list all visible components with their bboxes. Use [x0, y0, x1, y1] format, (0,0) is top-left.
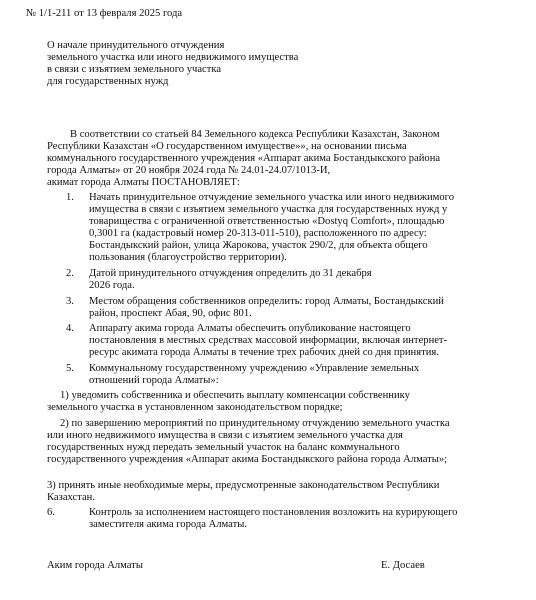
item-line: Коммунальному государственному учреждению «Управление земельных: [89, 363, 420, 374]
item-line: Местом обращения собственников определить: город Алматы, Бостандыкский: [89, 296, 444, 307]
item-number: 6.: [47, 507, 55, 518]
item-line: постановления в местных средствах массовой информации, включая интернет-: [89, 335, 448, 346]
item-number: 4.: [66, 323, 74, 334]
subitem-line: земельного участка в установленном законодательством порядке;: [47, 402, 343, 413]
subitem-line: государственного учреждения «Аппарат акима Бостандыкского района города Алматы»;: [47, 454, 448, 465]
document-number: № 1/1-211 от 13 февраля 2025 года: [26, 8, 183, 19]
item-line: товарищества с ограниченной ответственностью «Dostyq Comfort», площадью: [89, 216, 445, 227]
item-number: 1.: [66, 192, 74, 203]
item-line: Начать принудительное отчуждение земельного участка или иного недвижимого: [89, 192, 455, 203]
item-line: Контроль за исполнением настоящего постановления возложить на курирующего: [89, 507, 458, 518]
item-line: отношений города Алматы»:: [89, 375, 219, 386]
item-line: 2026 года.: [89, 280, 135, 291]
signature-position: Аким города Алматы: [47, 560, 143, 571]
item-line: 0,3001 га (кадастровый номер 20-313-011-510), расположенного по адресу:: [89, 228, 427, 239]
subitem-line: или иного недвижимого имущества в связи с изъятием земельного участка для: [47, 430, 403, 441]
preamble-line: города Алматы» от 20 ноября 2024 года № 24.01-24.07/1013-И,: [47, 165, 331, 176]
preamble-line: коммунального государственного учреждения «Аппарат акима Бостандыкского района: [47, 153, 441, 164]
item-number: 5.: [66, 363, 74, 374]
preamble-line: Республики Казахстан «О государственном имуществе»», на основании письма: [47, 141, 407, 152]
title-line: в связи с изъятием земельного участка: [47, 64, 222, 75]
item-line: ресурс акимата города Алматы в течение трех рабочих дней со дня принятия.: [89, 347, 439, 358]
subitem-line: 3) принять иные необходимые меры, предусмотренные законодательством Республики: [47, 480, 440, 491]
subitem-line: государственных нужд передать земельный участок на баланс коммунального: [47, 442, 400, 453]
item-number: 2.: [66, 268, 74, 279]
item-line: Датой принудительного отчуждения определить до 31 декабря: [89, 268, 372, 279]
item-line: Бостандыкский район, улица Жарокова, участок 290/2, для объекта общего: [89, 240, 428, 251]
preamble-line: В соответствии со статьей 84 Земельного кодекса Республики Казахстан, Законом: [70, 129, 440, 140]
item-line: заместителя акима города Алматы.: [89, 519, 247, 530]
signature-name: Е. Досаев: [381, 560, 425, 571]
title-line: О начале принудительного отчуждения: [47, 40, 225, 51]
subitem-line: Казахстан.: [47, 492, 95, 503]
item-line: пользования (благоустройство территории).: [89, 252, 287, 263]
title-line: земельного участка или иного недвижимого имущества: [47, 52, 299, 63]
subitem-line: 1) уведомить собственника и обеспечить выплату компенсации собственнику: [60, 390, 410, 401]
item-number: 3.: [66, 296, 74, 307]
subitem-line: 2) по завершению мероприятий по принудительному отчуждению земельного участка: [60, 418, 450, 429]
title-line: для государственных нужд: [47, 76, 169, 87]
item-line: имущества в связи с изъятием земельного участка для государственных нужд у: [89, 204, 448, 215]
item-line: район, проспект Абая, 90, офис 801.: [89, 308, 252, 319]
preamble-line: акимат города Алматы ПОСТАНОВЛЯЕТ:: [47, 177, 240, 188]
item-line: Аппарату акима города Алматы обеспечить опубликование настоящего: [89, 323, 411, 334]
